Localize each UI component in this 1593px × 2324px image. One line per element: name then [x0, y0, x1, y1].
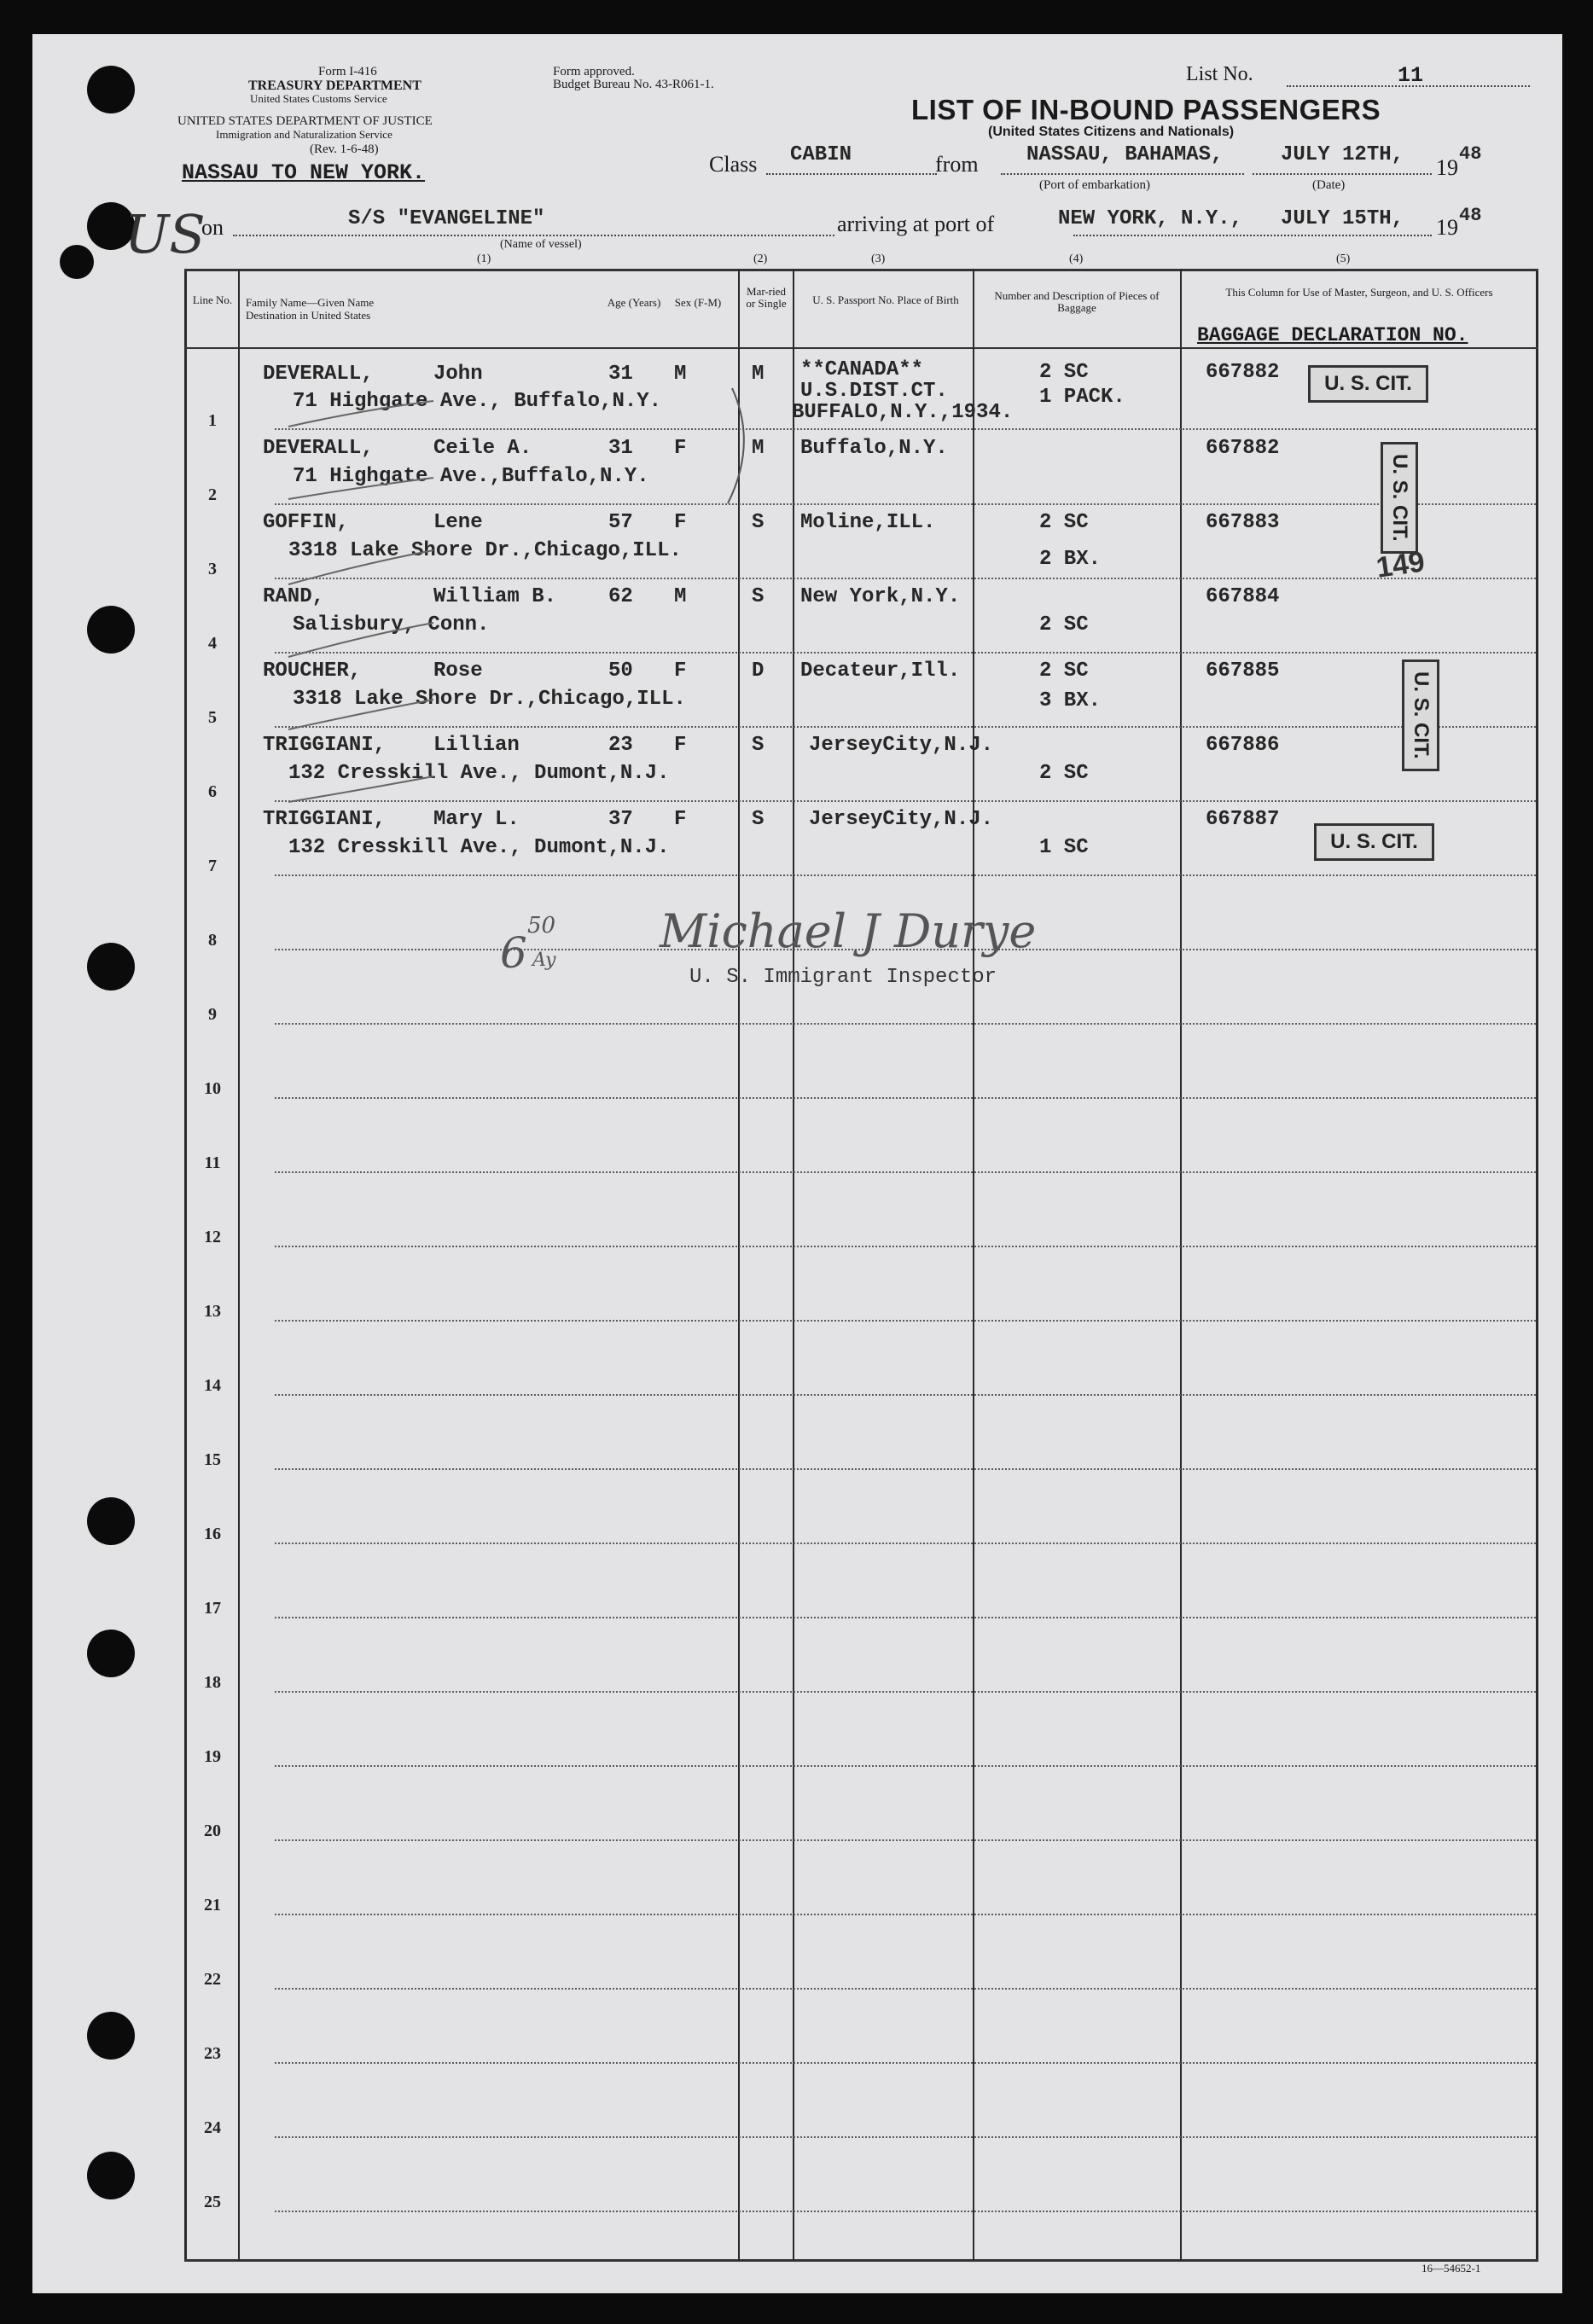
- line-number: 18: [204, 1673, 221, 1692]
- header-sex: Sex (F-M): [674, 296, 722, 309]
- binder-hole-7: [87, 1630, 135, 1677]
- baggage: 2 SC: [1039, 361, 1089, 384]
- line-number: 7: [208, 857, 217, 875]
- birth-place: Moline,ILL.: [800, 511, 936, 534]
- header-married: Mar-ried or Single: [746, 285, 787, 310]
- marital-status: M: [752, 363, 765, 386]
- class-rule: [766, 173, 937, 175]
- baggage: 2 SC: [1039, 613, 1089, 636]
- destination: 3318 Lake Shore Dr.,Chicago,ILL.: [288, 539, 682, 562]
- given-name: Mary L.: [433, 808, 520, 831]
- footer-code: 16—54652-1: [1421, 2262, 1481, 2275]
- given-name: John: [433, 363, 483, 386]
- check-marks: [237, 350, 766, 862]
- line-number: 5: [208, 708, 217, 727]
- ins-line: Immigration and Naturalization Service: [216, 128, 392, 141]
- sex: F: [674, 808, 687, 831]
- document-page: [32, 34, 1562, 2293]
- us-cit-stamp: U. S. CIT.: [1314, 823, 1434, 861]
- line-number: 4: [208, 634, 217, 653]
- declaration-number: 667884: [1206, 585, 1280, 608]
- handwritten-number: 149: [1374, 545, 1427, 584]
- inspector-title: U. S. Immigrant Inspector: [689, 966, 997, 989]
- family-name: ROUCHER,: [263, 659, 362, 683]
- inspector-signature: Michael J Durye: [660, 904, 1037, 958]
- header-passport: U. S. Passport No. Place of Birth: [812, 293, 959, 306]
- baggage-line2: 2 BX.: [1039, 548, 1102, 571]
- year-prefix-1: 19: [1436, 155, 1458, 180]
- header-line-no: Line No.: [192, 293, 233, 306]
- declaration-number: 667885: [1206, 659, 1280, 683]
- us-cit-stamp: U. S. CIT.: [1402, 659, 1439, 771]
- birth-place: JerseyCity,N.J.: [809, 734, 994, 757]
- sex: M: [674, 585, 687, 608]
- sex: F: [674, 659, 687, 683]
- declaration-number: 667882: [1206, 361, 1280, 384]
- birth-place: New York,N.Y.: [800, 585, 961, 608]
- sex: F: [674, 511, 687, 534]
- us-cit-stamp: U. S. CIT.: [1381, 442, 1418, 554]
- from-value: NASSAU, BAHAMAS,: [1026, 143, 1224, 166]
- date-label: (Date): [1312, 178, 1346, 192]
- destination: 132 Cresskill Ave., Dumont,N.J.: [288, 836, 670, 859]
- given-name: Rose: [433, 659, 483, 683]
- line-number: 13: [204, 1302, 221, 1321]
- binder-hole-3: [60, 245, 94, 279]
- header-dest: Destination in United States: [246, 309, 371, 322]
- line-number: 24: [204, 2118, 221, 2137]
- line-number: 10: [204, 1079, 221, 1098]
- line-number: 2: [208, 485, 217, 504]
- birth-place-line2: U.S.DIST.CT.: [800, 380, 948, 403]
- family-name: TRIGGIANI,: [263, 808, 387, 831]
- marital-status: D: [752, 659, 765, 683]
- declaration-number: 667886: [1206, 734, 1280, 757]
- line-number: 8: [208, 931, 217, 950]
- family-name: DEVERALL,: [263, 437, 374, 460]
- line-number: 20: [204, 1821, 221, 1840]
- family-name: GOFFIN,: [263, 511, 349, 534]
- col-num-3: (3): [871, 253, 886, 265]
- given-name: Lene: [433, 511, 483, 534]
- birth-place: Decateur,Ill.: [800, 659, 961, 683]
- margin-note: US: [125, 203, 206, 265]
- year-prefix-2: 19: [1436, 215, 1458, 240]
- birth-place-line3: BUFFALO,N.Y.,1934.: [792, 401, 1014, 424]
- binder-hole-8: [87, 2012, 135, 2060]
- header-officer-note: This Column for Use of Master, Surgeon, and U. S. Officers: [1225, 286, 1493, 299]
- marital-status: M: [752, 437, 765, 460]
- route: NASSAU TO NEW YORK.: [182, 160, 426, 185]
- given-name: William B.: [433, 585, 557, 608]
- vessel-rule: [233, 235, 834, 236]
- binder-hole-9: [87, 2152, 135, 2199]
- family-name: RAND,: [263, 585, 325, 608]
- baggage: 2 SC: [1039, 659, 1089, 683]
- baggage-line2: 1 PACK.: [1039, 386, 1125, 409]
- line-number: 12: [204, 1228, 221, 1246]
- line-number: 25: [204, 2193, 221, 2211]
- line-number: 15: [204, 1450, 221, 1469]
- marital-status: S: [752, 808, 765, 831]
- birth-place: Buffalo,N.Y.: [800, 437, 948, 460]
- destination: 71 Highgate Ave.,Buffalo,N.Y.: [293, 465, 649, 488]
- line-number: 23: [204, 2044, 221, 2063]
- rev-line: (Rev. 1-6-48): [310, 142, 379, 156]
- binder-hole-1: [87, 66, 135, 113]
- line-number: 9: [208, 1005, 217, 1024]
- from-label: from: [935, 152, 979, 177]
- header-baggage: Number and Description of Pieces of Baggage: [994, 289, 1160, 314]
- vessel-name: S/S "EVANGELINE": [348, 207, 545, 230]
- us-cit-stamp: U. S. CIT.: [1308, 365, 1428, 403]
- class-label: Class: [709, 152, 758, 177]
- header-name: Family Name—Given Name: [246, 296, 375, 309]
- destination: 71 Highgate Ave., Buffalo,N.Y.: [293, 390, 662, 413]
- line-number: 3: [208, 560, 217, 578]
- header-age: Age (Years): [607, 296, 661, 309]
- list-no-label: List No.: [1186, 63, 1253, 85]
- fee-superscript: 50: [527, 913, 556, 938]
- col-num-5: (5): [1336, 253, 1351, 265]
- line-number: 21: [204, 1896, 221, 1914]
- age: 31: [608, 363, 633, 386]
- form-approved: Form approved.: [553, 65, 635, 78]
- baggage-line2: 3 BX.: [1039, 689, 1102, 712]
- birth-place: **CANADA**: [800, 358, 924, 381]
- age: 31: [608, 437, 633, 460]
- declaration-number: 667883: [1206, 511, 1280, 534]
- marital-status: S: [752, 585, 765, 608]
- sex: F: [674, 437, 687, 460]
- destination: Salisbury, Conn.: [293, 613, 490, 636]
- baggage: 2 SC: [1039, 762, 1089, 785]
- sex: F: [674, 734, 687, 757]
- given-name: Ceile A.: [433, 437, 532, 460]
- baggage: 2 SC: [1039, 511, 1089, 534]
- marital-status: S: [752, 734, 765, 757]
- doj-line: UNITED STATES DEPARTMENT OF JUSTICE: [177, 114, 433, 128]
- header-declaration: BAGGAGE DECLARATION NO.: [1197, 324, 1468, 346]
- fee-amount: 6: [500, 928, 527, 978]
- birth-place: JerseyCity,N.J.: [809, 808, 994, 831]
- vessel-label: (Name of vessel): [500, 238, 582, 251]
- col-num-4: (4): [1069, 253, 1084, 265]
- class-value: CABIN: [790, 143, 852, 166]
- line-number: 6: [208, 782, 217, 801]
- arrival-date: JULY 15TH,: [1281, 207, 1404, 230]
- list-no-value: 11: [1398, 63, 1424, 88]
- col-num-2: (2): [753, 253, 768, 265]
- line-number: 14: [204, 1376, 221, 1395]
- date-rule-1: [1253, 173, 1432, 175]
- form-title: LIST OF IN-BOUND PASSENGERS: [911, 94, 1381, 125]
- from-rule: [1001, 173, 1244, 175]
- family-name: TRIGGIANI,: [263, 734, 387, 757]
- given-name: Lillian: [433, 734, 520, 757]
- destination: 132 Cresskill Ave., Dumont,N.J.: [288, 762, 670, 785]
- family-name: DEVERALL,: [263, 363, 374, 386]
- age: 23: [608, 734, 633, 757]
- year-suffix-2: 48: [1459, 205, 1482, 226]
- form-subtitle: (United States Citizens and Nationals): [988, 125, 1235, 139]
- treasury-dept: TREASURY DEPARTMENT: [248, 78, 422, 93]
- line-number: 22: [204, 1970, 221, 1989]
- arriving-label: arriving at port of: [837, 212, 995, 236]
- line-number: 11: [204, 1153, 221, 1172]
- budget-bureau: Budget Bureau No. 43-R061-1.: [553, 78, 714, 91]
- departure-date: JULY 12TH,: [1281, 143, 1404, 166]
- on-label: on: [201, 215, 224, 240]
- binder-hole-6: [87, 1497, 135, 1545]
- binder-hole-4: [87, 606, 135, 654]
- age: 50: [608, 659, 633, 683]
- line-number: 1: [208, 411, 217, 430]
- declaration-number: 667882: [1206, 437, 1280, 460]
- line-number: 16: [204, 1525, 221, 1543]
- baggage: 1 SC: [1039, 836, 1089, 859]
- line-number: 19: [204, 1747, 221, 1766]
- fee-subscript: Ay: [532, 950, 556, 971]
- arrival-port: NEW YORK, N.Y.,: [1058, 207, 1243, 230]
- age: 57: [608, 511, 633, 534]
- port-embark-label: (Port of embarkation): [1039, 178, 1150, 192]
- declaration-number: 667887: [1206, 808, 1280, 831]
- marital-status: S: [752, 511, 765, 534]
- sex: M: [674, 363, 687, 386]
- year-suffix-1: 48: [1459, 143, 1482, 165]
- binder-hole-5: [87, 943, 135, 991]
- col-num-1: (1): [477, 253, 491, 265]
- destination: 3318 Lake Shore Dr.,Chicago,ILL.: [293, 688, 686, 711]
- arrival-rule: [1073, 235, 1432, 236]
- age: 37: [608, 808, 633, 831]
- form-number: Form I-416: [318, 65, 377, 78]
- age: 62: [608, 585, 633, 608]
- customs-service: United States Customs Service: [250, 92, 387, 105]
- line-number: 17: [204, 1599, 221, 1618]
